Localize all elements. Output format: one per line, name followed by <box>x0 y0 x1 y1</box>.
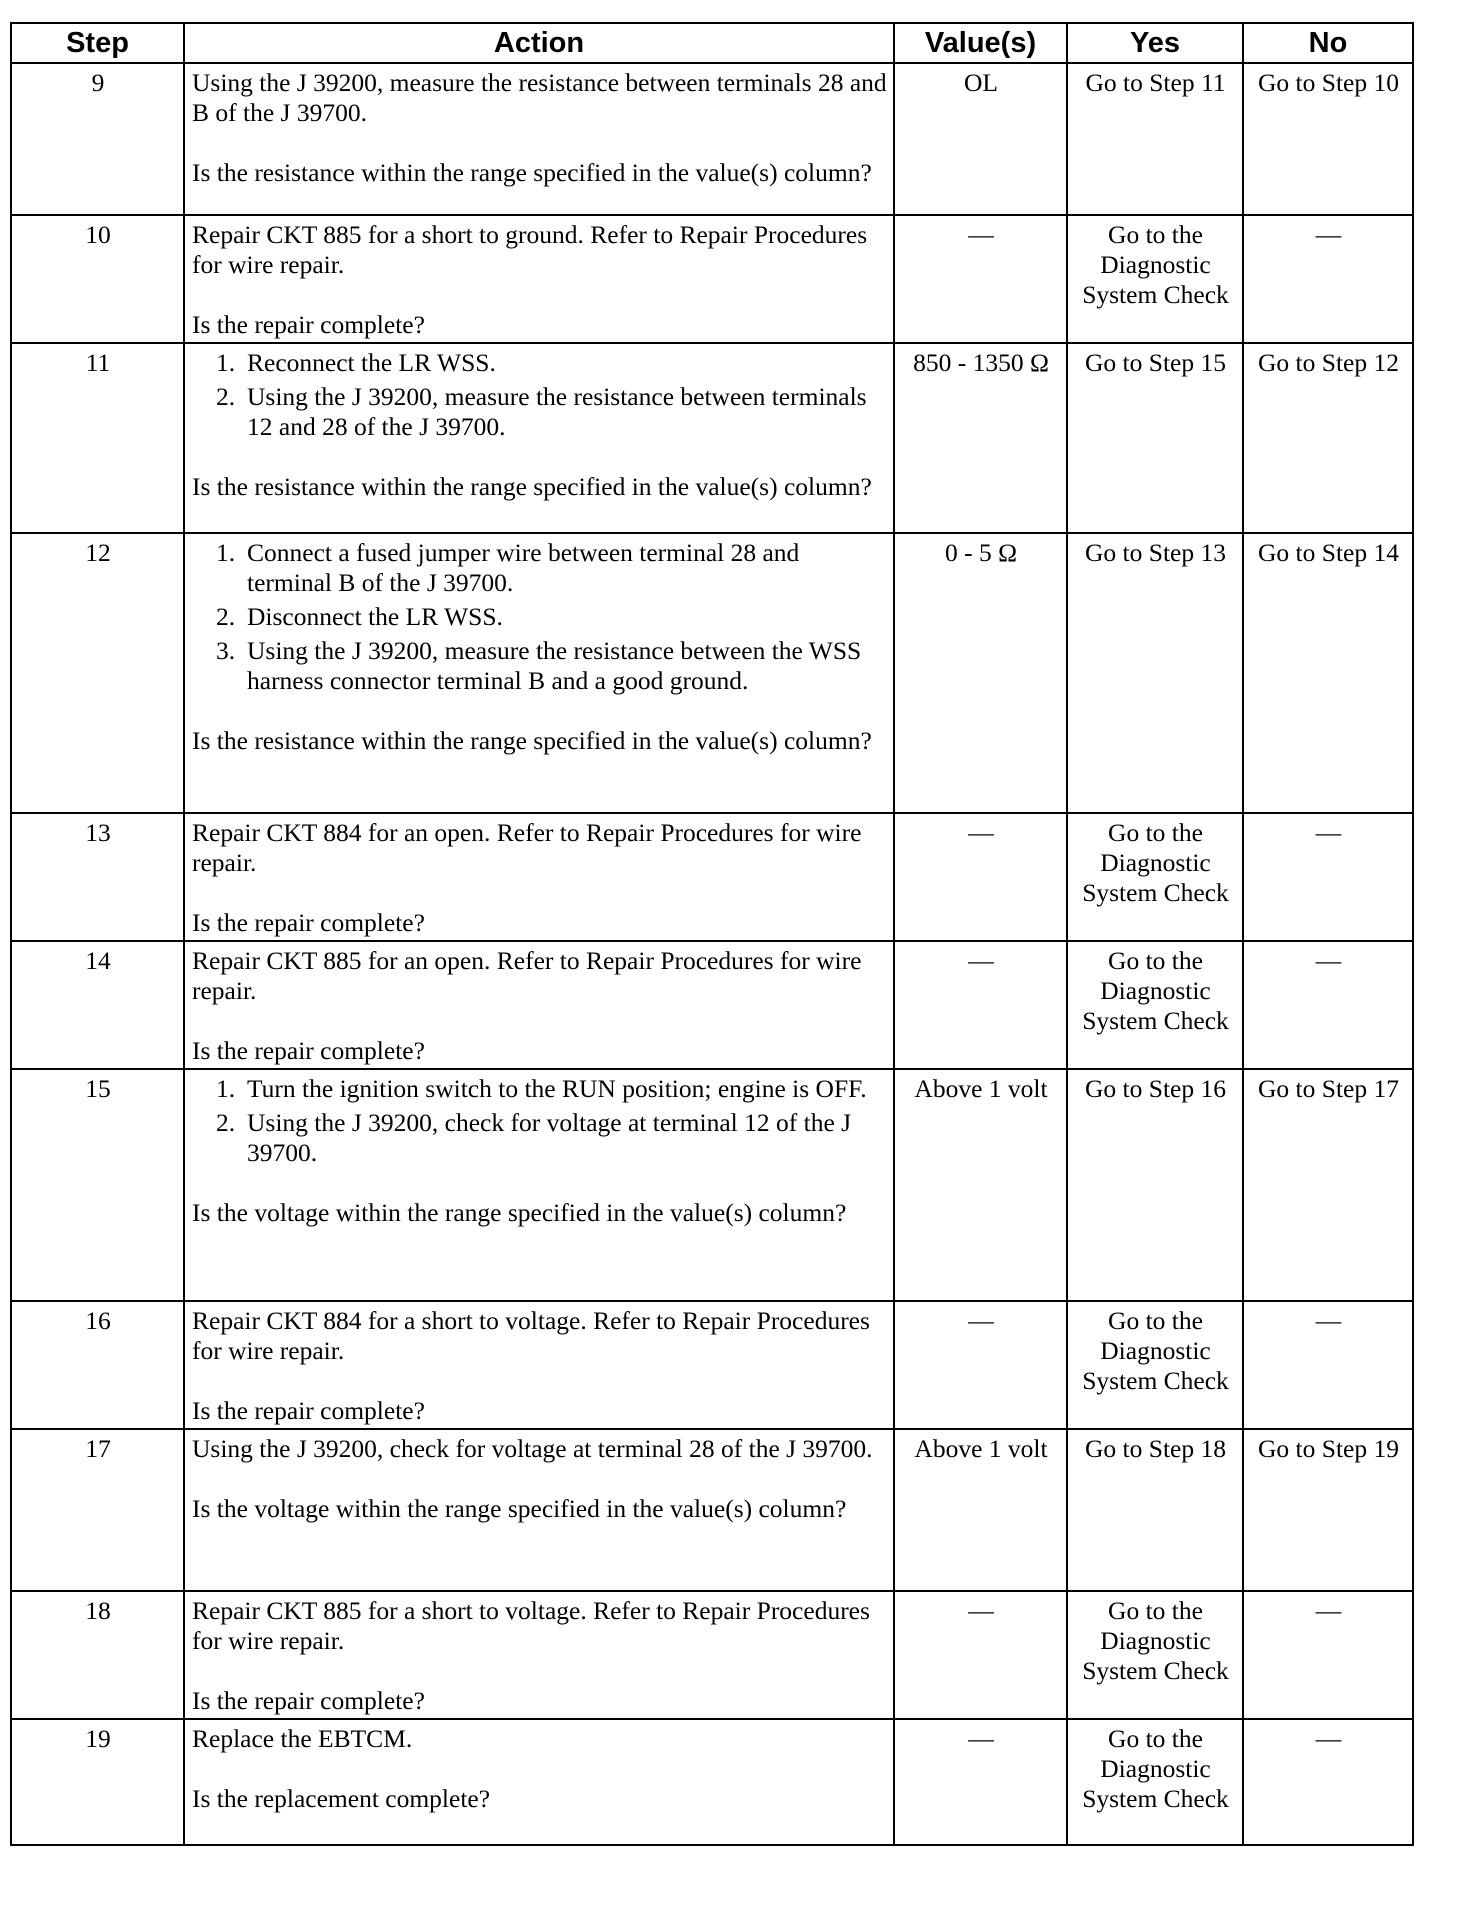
table-body <box>11 63 1413 1845</box>
action-question: Is the repair complete? <box>192 1396 425 1425</box>
action-cell <box>184 63 894 215</box>
yes-cell: Go to Step 16 <box>1067 1069 1243 1301</box>
action-cell <box>184 1429 894 1591</box>
action-text: Repair CKT 884 for a short to voltage. Refer to Repair Procedures for wire repair. <box>192 1306 870 1365</box>
table-row <box>11 63 1413 215</box>
step-number-cell: 15 <box>11 1069 184 1301</box>
step-number-cell: 17 <box>11 1429 184 1591</box>
value-cell: — <box>894 1591 1067 1719</box>
step-number-cell: 11 <box>11 343 184 533</box>
action-cell <box>184 1719 894 1845</box>
value-cell: Above 1 volt <box>894 1429 1067 1591</box>
action-question: Is the replacement complete? <box>192 1784 491 1813</box>
action-step-text: Disconnect the LR WSS. <box>247 602 503 631</box>
yes-cell: Go to the Diagnostic System Check <box>1067 1591 1243 1719</box>
action-cell <box>184 1591 894 1719</box>
action-step-text: Using the J 39200, measure the resistance between terminals 12 and 28 of the J 39700. <box>247 382 867 441</box>
table-row <box>11 1591 1413 1719</box>
step-number-cell: 13 <box>11 813 184 941</box>
action-cell <box>184 343 894 533</box>
header-yes: Yes <box>1067 23 1243 63</box>
table-row <box>11 1069 1413 1301</box>
table-row <box>11 941 1413 1069</box>
table-row <box>11 533 1413 813</box>
yes-cell: Go to Step 11 <box>1067 63 1243 215</box>
action-question: Is the repair complete? <box>192 908 425 937</box>
yes-cell: Go to Step 18 <box>1067 1429 1243 1591</box>
yes-cell: Go to the Diagnostic System Check <box>1067 1301 1243 1429</box>
header-value: Value(s) <box>894 23 1067 63</box>
action-question: Is the voltage within the range specified in the value(s) column? <box>192 1198 847 1227</box>
value-cell: — <box>894 813 1067 941</box>
action-question: Is the resistance within the range specified in the value(s) column? <box>192 158 872 187</box>
value-cell: — <box>894 941 1067 1069</box>
action-question: Is the repair complete? <box>192 1036 425 1065</box>
no-cell: Go to Step 19 <box>1243 1429 1413 1591</box>
action-step-text: Turn the ignition switch to the RUN position; engine is OFF. <box>247 1074 867 1103</box>
action-step-number: 1. <box>216 1074 236 1103</box>
table-row <box>11 215 1413 343</box>
diagnostic-table-page <box>10 22 1412 1846</box>
action-step-item <box>216 602 887 632</box>
action-steps-list <box>192 538 887 696</box>
value-cell: — <box>894 215 1067 343</box>
table-row <box>11 1429 1413 1591</box>
action-text: Replace the EBTCM. <box>192 1724 413 1753</box>
action-step-item <box>216 1108 887 1168</box>
action-step-number: 1. <box>216 538 236 567</box>
header-step: Step <box>11 23 184 63</box>
action-step-text: Connect a fused jumper wire between terminal 28 and terminal B of the J 39700. <box>247 538 800 597</box>
no-cell: Go to Step 10 <box>1243 63 1413 215</box>
action-text: Repair CKT 885 for an open. Refer to Repair Procedures for wire repair. <box>192 946 862 1005</box>
value-cell: 850 - 1350 Ω <box>894 343 1067 533</box>
step-number-cell: 9 <box>11 63 184 215</box>
action-cell <box>184 215 894 343</box>
no-cell: — <box>1243 813 1413 941</box>
action-step-item <box>216 538 887 598</box>
no-cell: — <box>1243 215 1413 343</box>
action-text: Using the J 39200, check for voltage at terminal 28 of the J 39700. <box>192 1434 873 1463</box>
action-cell <box>184 813 894 941</box>
yes-cell: Go to the Diagnostic System Check <box>1067 813 1243 941</box>
action-cell <box>184 533 894 813</box>
action-step-number: 2. <box>216 382 236 411</box>
no-cell: — <box>1243 1719 1413 1845</box>
action-question: Is the repair complete? <box>192 310 425 339</box>
no-cell: Go to Step 17 <box>1243 1069 1413 1301</box>
action-steps-list <box>192 348 887 442</box>
step-number-cell: 10 <box>11 215 184 343</box>
value-cell: — <box>894 1301 1067 1429</box>
action-steps-list <box>192 1074 887 1168</box>
action-text: Repair CKT 885 for a short to ground. Refer to Repair Procedures for wire repair. <box>192 220 868 279</box>
step-number-cell: 16 <box>11 1301 184 1429</box>
action-question: Is the resistance within the range specified in the value(s) column? <box>192 472 872 501</box>
step-number-cell: 14 <box>11 941 184 1069</box>
yes-cell: Go to the Diagnostic System Check <box>1067 941 1243 1069</box>
table-header-row <box>11 23 1413 63</box>
action-step-number: 1. <box>216 348 236 377</box>
action-text: Using the J 39200, measure the resistance between terminals 28 and B of the J 39700. <box>192 68 887 127</box>
no-cell: — <box>1243 1591 1413 1719</box>
header-no: No <box>1243 23 1413 63</box>
action-cell <box>184 1301 894 1429</box>
no-cell: — <box>1243 1301 1413 1429</box>
action-question: Is the resistance within the range specified in the value(s) column? <box>192 726 872 755</box>
action-step-item <box>216 1074 887 1104</box>
table-row <box>11 1719 1413 1845</box>
action-step-text: Reconnect the LR WSS. <box>247 348 496 377</box>
diagnostic-table <box>10 22 1414 1846</box>
action-text: Repair CKT 885 for a short to voltage. Refer to Repair Procedures for wire repair. <box>192 1596 870 1655</box>
value-cell: — <box>894 1719 1067 1845</box>
action-question: Is the repair complete? <box>192 1686 425 1715</box>
no-cell: — <box>1243 941 1413 1069</box>
yes-cell: Go to the Diagnostic System Check <box>1067 215 1243 343</box>
table-row <box>11 1301 1413 1429</box>
action-step-text: Using the J 39200, check for voltage at terminal 12 of the J 39700. <box>247 1108 852 1167</box>
action-step-number: 2. <box>216 602 236 631</box>
action-text: Repair CKT 884 for an open. Refer to Repair Procedures for wire repair. <box>192 818 862 877</box>
action-cell <box>184 1069 894 1301</box>
action-step-item <box>216 382 887 442</box>
yes-cell: Go to Step 15 <box>1067 343 1243 533</box>
value-cell: 0 - 5 Ω <box>894 533 1067 813</box>
yes-cell: Go to the Diagnostic System Check <box>1067 1719 1243 1845</box>
action-cell <box>184 941 894 1069</box>
value-cell: Above 1 volt <box>894 1069 1067 1301</box>
action-step-item <box>216 636 887 696</box>
value-cell: OL <box>894 63 1067 215</box>
action-step-number: 3. <box>216 636 236 665</box>
no-cell: Go to Step 14 <box>1243 533 1413 813</box>
action-step-text: Using the J 39200, measure the resistance between the WSS harness connector terminal B and a good ground. <box>247 636 862 695</box>
no-cell: Go to Step 12 <box>1243 343 1413 533</box>
table-row <box>11 813 1413 941</box>
table-row <box>11 343 1413 533</box>
action-step-number: 2. <box>216 1108 236 1137</box>
action-step-item <box>216 348 887 378</box>
step-number-cell: 18 <box>11 1591 184 1719</box>
yes-cell: Go to Step 13 <box>1067 533 1243 813</box>
action-question: Is the voltage within the range specified in the value(s) column? <box>192 1494 847 1523</box>
header-action: Action <box>184 23 894 63</box>
step-number-cell: 12 <box>11 533 184 813</box>
step-number-cell: 19 <box>11 1719 184 1845</box>
